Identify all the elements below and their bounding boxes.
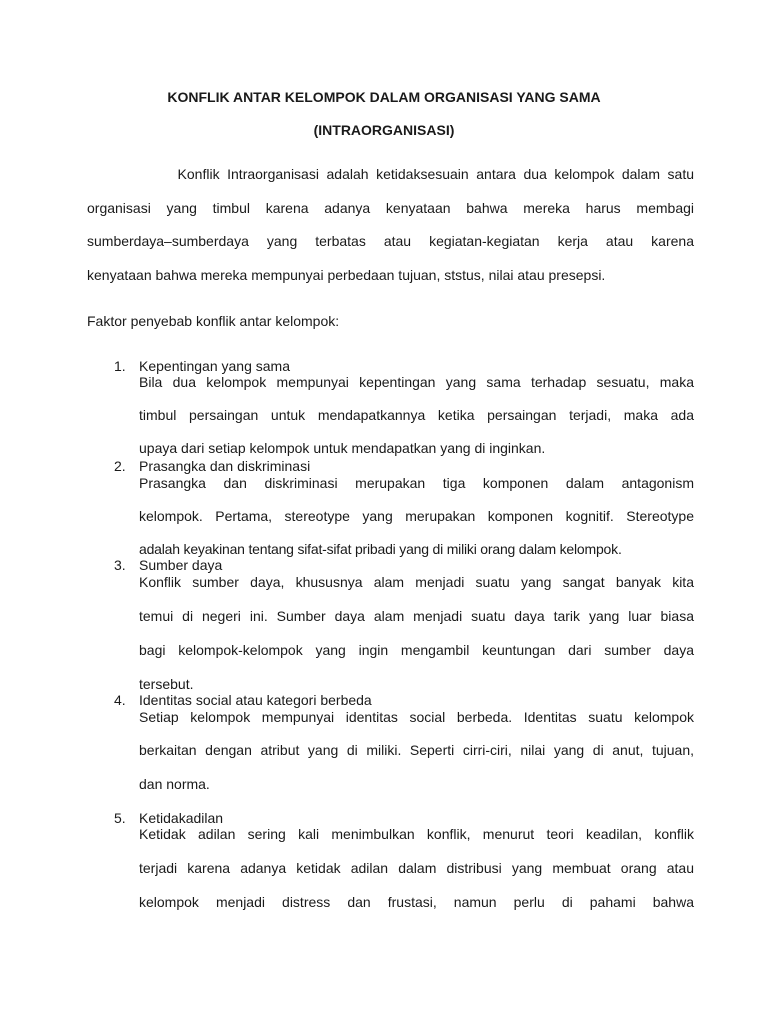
list-item-line: kelompok. Pertama, stereotype yang merupakan komponen kognitif. Stereotype (139, 508, 694, 524)
list-item-line: bagi kelompok-kelompok yang ingin mengambil keuntungan dari sumber daya (139, 642, 694, 658)
list-item-line: temui di negeri ini. Sumber daya alam menjadi suatu daya tarik yang luar biasa (139, 608, 694, 624)
list-item-line: Ketidak adilan sering kali menimbulkan konflik, menurut teori keadilan, konflik (139, 826, 694, 842)
list-number: 3. (114, 557, 126, 573)
intro-line: sumberdaya–sumberdaya yang terbatas atau kegiatan-kegiatan kerja atau karena (87, 233, 694, 249)
list-item-title: Prasangka dan diskriminasi (139, 458, 311, 474)
list-item-line: Setiap kelompok mempunyai identitas social berbeda. Identitas suatu kelompok (139, 709, 694, 725)
list-number: 2. (114, 458, 126, 474)
document-title: KONFLIK ANTAR KELOMPOK DALAM ORGANISASI YANG SAMA (167, 89, 601, 105)
list-item-line: Konflik sumber daya, khususnya alam menjadi suatu yang sangat banyak kita (139, 574, 694, 590)
intro-line: kenyataan bahwa mereka mempunyai perbedaan tujuan, ststus, nilai atau presepsi. (87, 267, 606, 283)
list-item-line: tersebut. (139, 676, 194, 692)
list-item-line: adalah keyakinan tentang sifat-sifat pribadi yang di miliki orang dalam kelompok. (139, 541, 622, 557)
list-item-line: dan norma. (139, 776, 210, 792)
list-item-line: berkaitan dengan atribut yang di miliki. Seperti cirri-ciri, nilai yang di anut, tujuan, (139, 742, 694, 758)
list-item-line: terjadi karena adanya ketidak adilan dalam distribusi yang membuat orang atau (139, 860, 694, 876)
intro-line: organisasi yang timbul karena adanya kenyataan bahwa mereka harus membagi (87, 200, 694, 216)
list-item-title: Kepentingan yang sama (139, 358, 290, 374)
list-item-line: Prasangka dan diskriminasi merupakan tiga komponen dalam antagonism (139, 475, 694, 491)
intro-line: Konflik Intraorganisasi adalah ketidaksesuain antara dua kelompok dalam satu (87, 166, 694, 182)
list-item-line: kelompok menjadi distress dan frustasi, namun perlu di pahami bahwa (139, 894, 694, 910)
list-number: 5. (114, 810, 126, 826)
list-item-line: Bila dua kelompok mempunyai kepentingan yang sama terhadap sesuatu, maka (139, 374, 694, 390)
list-number: 4. (114, 692, 126, 708)
list-item-line: timbul persaingan untuk mendapatkannya ketika persaingan terjadi, maka ada (139, 407, 694, 423)
list-item-title: Ketidakadilan (139, 810, 224, 826)
list-item-title: Identitas social atau kategori berbeda (139, 692, 372, 708)
list-item-line: upaya dari setiap kelompok untuk mendapatkan yang di inginkan. (139, 440, 546, 456)
list-number: 1. (114, 358, 126, 374)
list-item-title: Sumber daya (139, 557, 223, 573)
faktor-heading: Faktor penyebab konflik antar kelompok: (87, 313, 340, 329)
document-subtitle: (INTRAORGANISASI) (313, 122, 455, 138)
